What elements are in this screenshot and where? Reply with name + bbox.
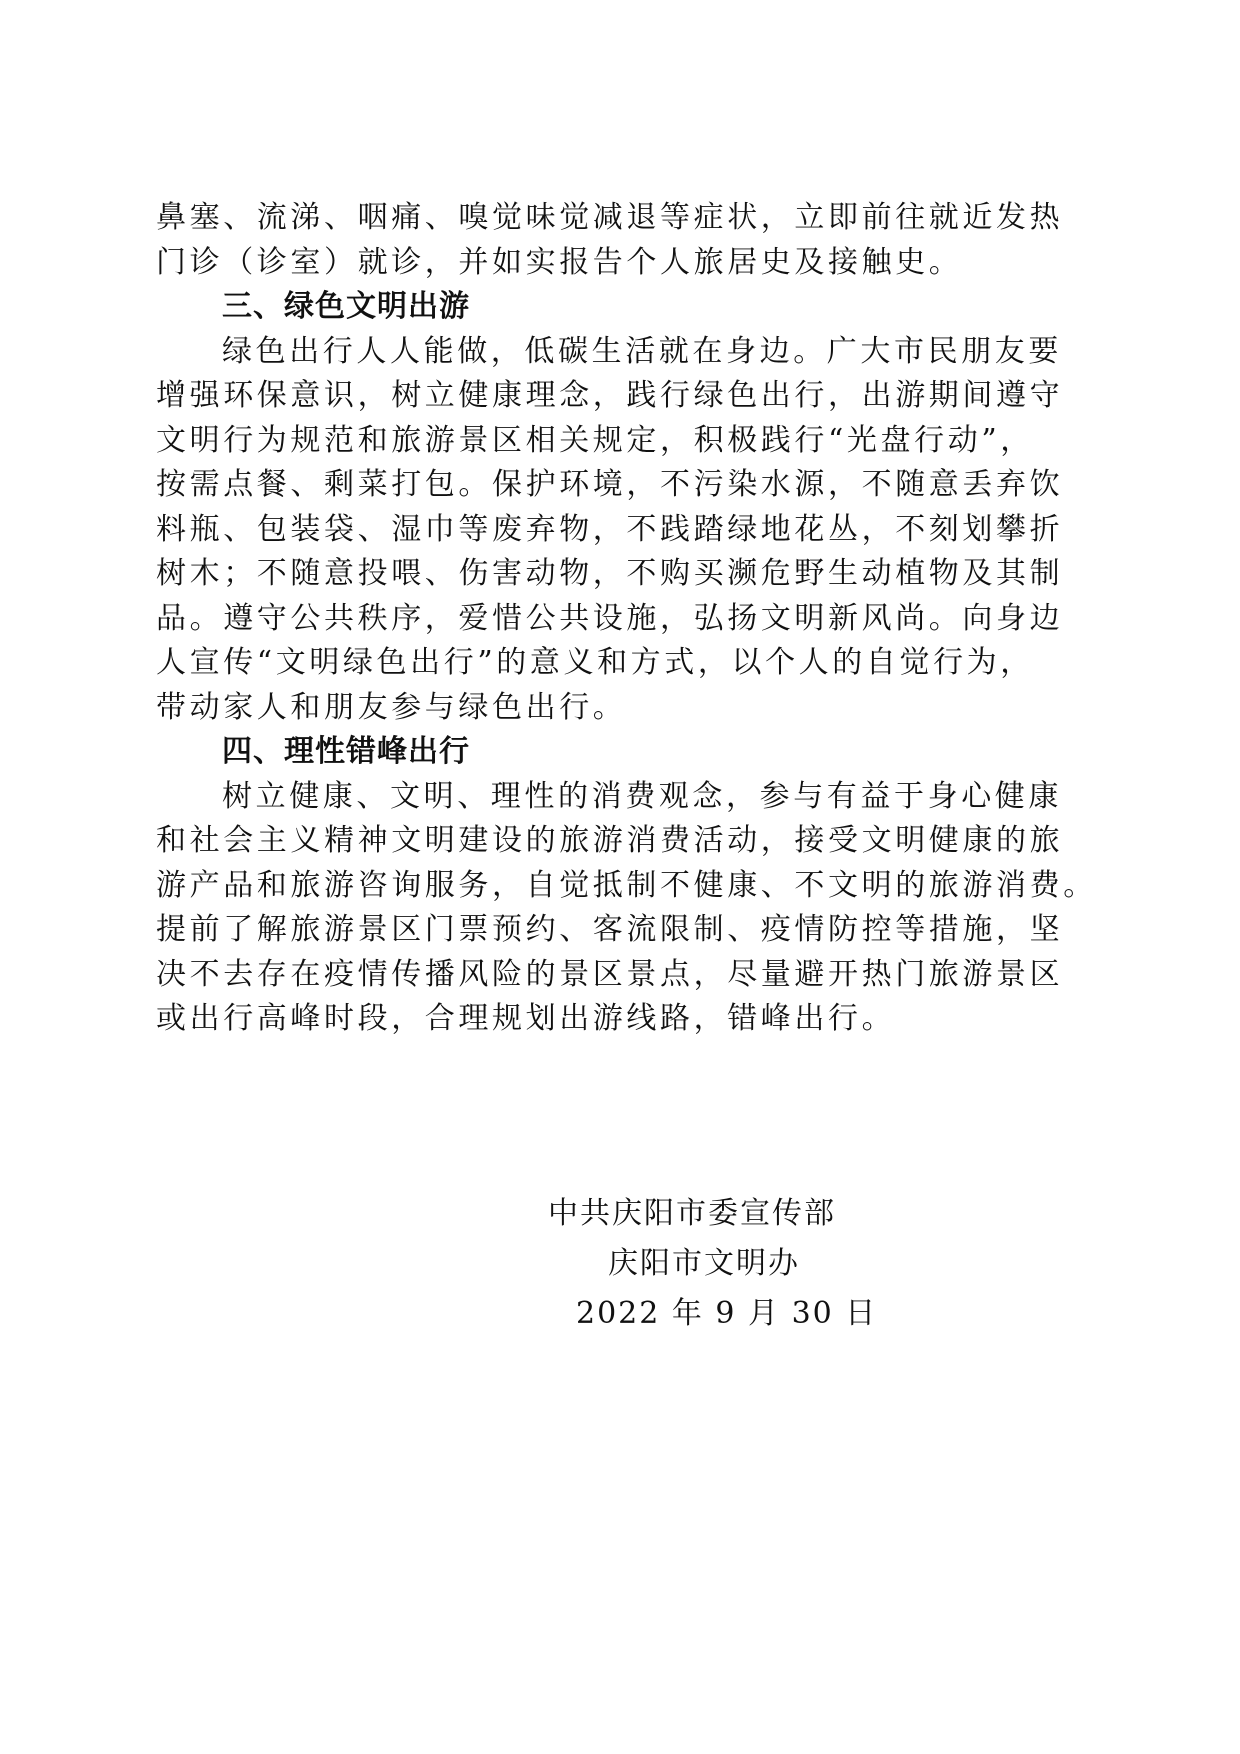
signature-date: 2022 年 9 月 30 日 bbox=[576, 1296, 878, 1331]
paragraph-line: 带动家人和朋友参与绿色出行。 bbox=[156, 689, 627, 725]
body-text bbox=[156, 196, 1097, 1042]
section-heading-green-travel: 三、绿色文明出游 bbox=[222, 289, 470, 324]
paragraph-line: 料瓶、包装袋、湿巾等废弃物，不践踏绿地花丛，不刻划攀折 bbox=[156, 511, 1064, 547]
signature-org-civilization-office: 庆阳市文明办 bbox=[608, 1246, 800, 1281]
paragraph-line: 文明行为规范和旅游景区相关规定，积极践行“光盘行动”， bbox=[156, 422, 1034, 458]
paragraph-line: 提前了解旅游景区门票预约、客流限制、疫情防控等措施，坚 bbox=[156, 912, 1064, 947]
paragraph-line: 门诊（诊室）就诊，并如实报告个人旅居史及接触史。 bbox=[156, 244, 963, 280]
paragraph-line: 和社会主义精神文明建设的旅游消费活动，接受文明健康的旅 bbox=[156, 823, 1064, 858]
paragraph-line: 鼻塞、流涕、咽痛、嗅觉味觉减退等症状，立即前往就近发热 bbox=[156, 200, 1064, 235]
paragraph-line: 树木；不随意投喂、伤害动物，不购买濒危野生动植物及其制 bbox=[156, 556, 1064, 591]
paragraph-line: 决不去存在疫情传播风险的景区景点，尽量避开热门旅游景区 bbox=[156, 956, 1064, 992]
paragraph-line: 按需点餐、剩菜打包。保护环境，不污染水源，不随意丢弃饮 bbox=[156, 467, 1064, 502]
paragraph-line: 人宣传“文明绿色出行”的意义和方式，以个人的自觉行为， bbox=[156, 645, 1034, 680]
signature-org-propaganda: 中共庆阳市委宣传部 bbox=[548, 1196, 836, 1231]
section-heading-rational-travel: 四、理性错峰出行 bbox=[222, 734, 470, 769]
paragraph-line: 或出行高峰时段，合理规划出游线路，错峰出行。 bbox=[156, 1001, 896, 1036]
paragraph-line: 树立健康、文明、理性的消费观念，参与有益于身心健康 bbox=[222, 778, 1062, 814]
paragraph-line: 品。遵守公共秩序，爱惜公共设施，弘扬文明新风尚。向身边 bbox=[156, 600, 1064, 636]
paragraph-line: 绿色出行人人能做，低碳生活就在身边。广大市民朋友要 bbox=[222, 333, 1062, 369]
paragraph-line: 增强环保意识，树立健康理念，践行绿色出行，出游期间遵守 bbox=[156, 378, 1064, 413]
paragraph-line: 游产品和旅游咨询服务，自觉抵制不健康、不文明的旅游消费。 bbox=[156, 867, 1097, 903]
